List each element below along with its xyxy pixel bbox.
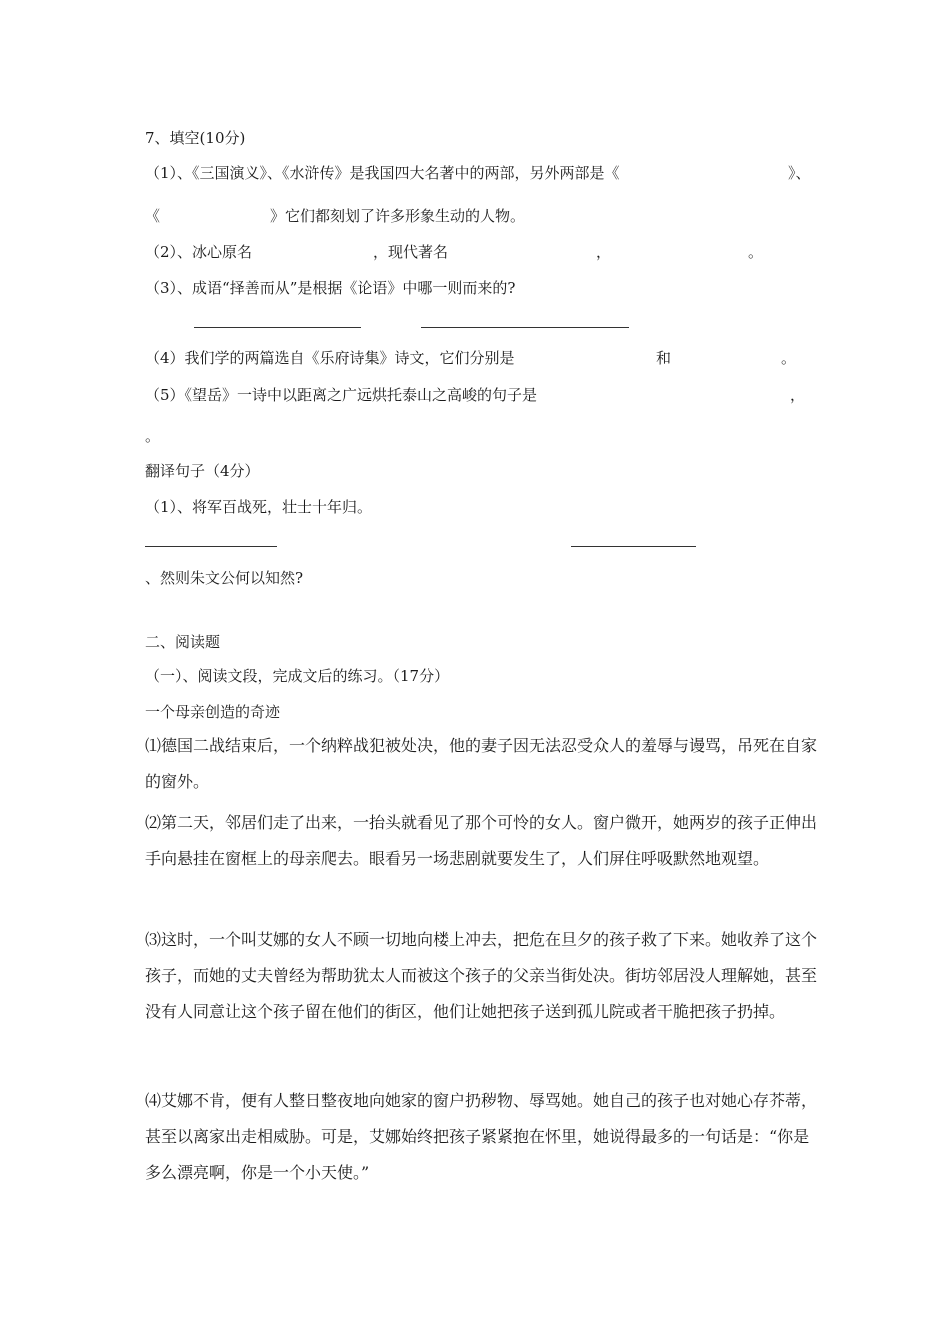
article-title: 一个母亲创造的奇迹 — [145, 703, 281, 721]
paragraph-text: ⑴德国二战结束后，一个纳粹战犯被处决，他的妻子因无法忍受众人的羞辱与谩骂，吊死在自家的窗外。 — [145, 736, 818, 791]
article-paragraph-2 — [145, 805, 825, 877]
q7-item4-a: （4）我们学的两篇选自《乐府诗集》诗文，它们分别是 — [145, 349, 515, 367]
q7-item5-b: ， — [790, 386, 806, 404]
answer-line — [145, 546, 277, 547]
q7-item4-b: 和 — [656, 349, 672, 367]
q7-item4-c: 。 — [781, 349, 797, 367]
section-heading: 二、阅读题 — [145, 633, 221, 651]
q7-item1-c: 《 — [145, 207, 161, 225]
article-paragraph-3 — [145, 922, 825, 1030]
q7-item5-c: 。 — [145, 427, 161, 445]
translate-item1: （1）、将军百战死，壮士十年归。 — [145, 498, 373, 516]
q7-item1-d: 》它们都刻划了许多形象生动的人物。 — [270, 207, 526, 225]
paragraph-text: ⑵第二天，邻居们走了出来，一抬头就看见了那个可怜的女人。窗户微开，她两岁的孩子正伸出手向悬挂在窗框上的母亲爬去。眼看另一场悲剧就要发生了，人们屏住呼吸默然地观望。 — [145, 813, 818, 868]
q7-item2-b: ，现代著名 — [373, 243, 449, 261]
paragraph-text: ⑷艾娜不肯，便有人整日整夜地向她家的窗户扔秽物、辱骂她。她自己的孩子也对她心存芥蒂，甚至以离家出走相威胁。可是，艾娜始终把孩子紧紧抱在怀里，她说得最多的一句话是：“你是多么漂亮啊，你是一个小天使。” — [145, 1091, 818, 1182]
q7-item5-a: （5）《望岳》一诗中以距离之广远烘托泰山之高峻的句子是 — [145, 386, 538, 404]
article-paragraph-4 — [145, 1083, 825, 1191]
q7-item2-d: 。 — [748, 243, 764, 261]
q7-item1-a: （1）、《三国演义》、《水浒传》是我国四大名著中的两部，另外两部是《 — [145, 164, 620, 182]
article-paragraph-1 — [145, 728, 825, 800]
q7-item2-c: ， — [596, 243, 612, 261]
q7-item3: （3）、成语“择善而从”是根据《论语》中哪一则而来的? — [145, 279, 516, 297]
subsection-heading: （一）、阅读文段，完成文后的练习。（17分） — [145, 667, 450, 685]
answer-line — [571, 546, 696, 547]
q7-item2-a: （2）、冰心原名 — [145, 243, 253, 261]
answer-line — [421, 327, 629, 328]
q7-item1-b: 》、 — [788, 164, 811, 182]
translate-title: 翻译句子（4分） — [145, 462, 260, 480]
q7-title: 7、填空(10分) — [145, 129, 246, 147]
answer-line — [194, 327, 361, 328]
paragraph-text: ⑶这时，一个叫艾娜的女人不顾一切地向楼上冲去，把危在旦夕的孩子救了下来。她收养了这个孩子，而她的丈夫曾经为帮助犹太人而被这个孩子的父亲当街处决。街坊邻居没人理解她，甚至没有人同意让这个孩子留在他们的街区，他们让她把孩子送到孤儿院或者干脆把孩子扔掉。 — [145, 930, 818, 1021]
translate-item2: 、然则朱文公何以知然? — [145, 569, 304, 587]
